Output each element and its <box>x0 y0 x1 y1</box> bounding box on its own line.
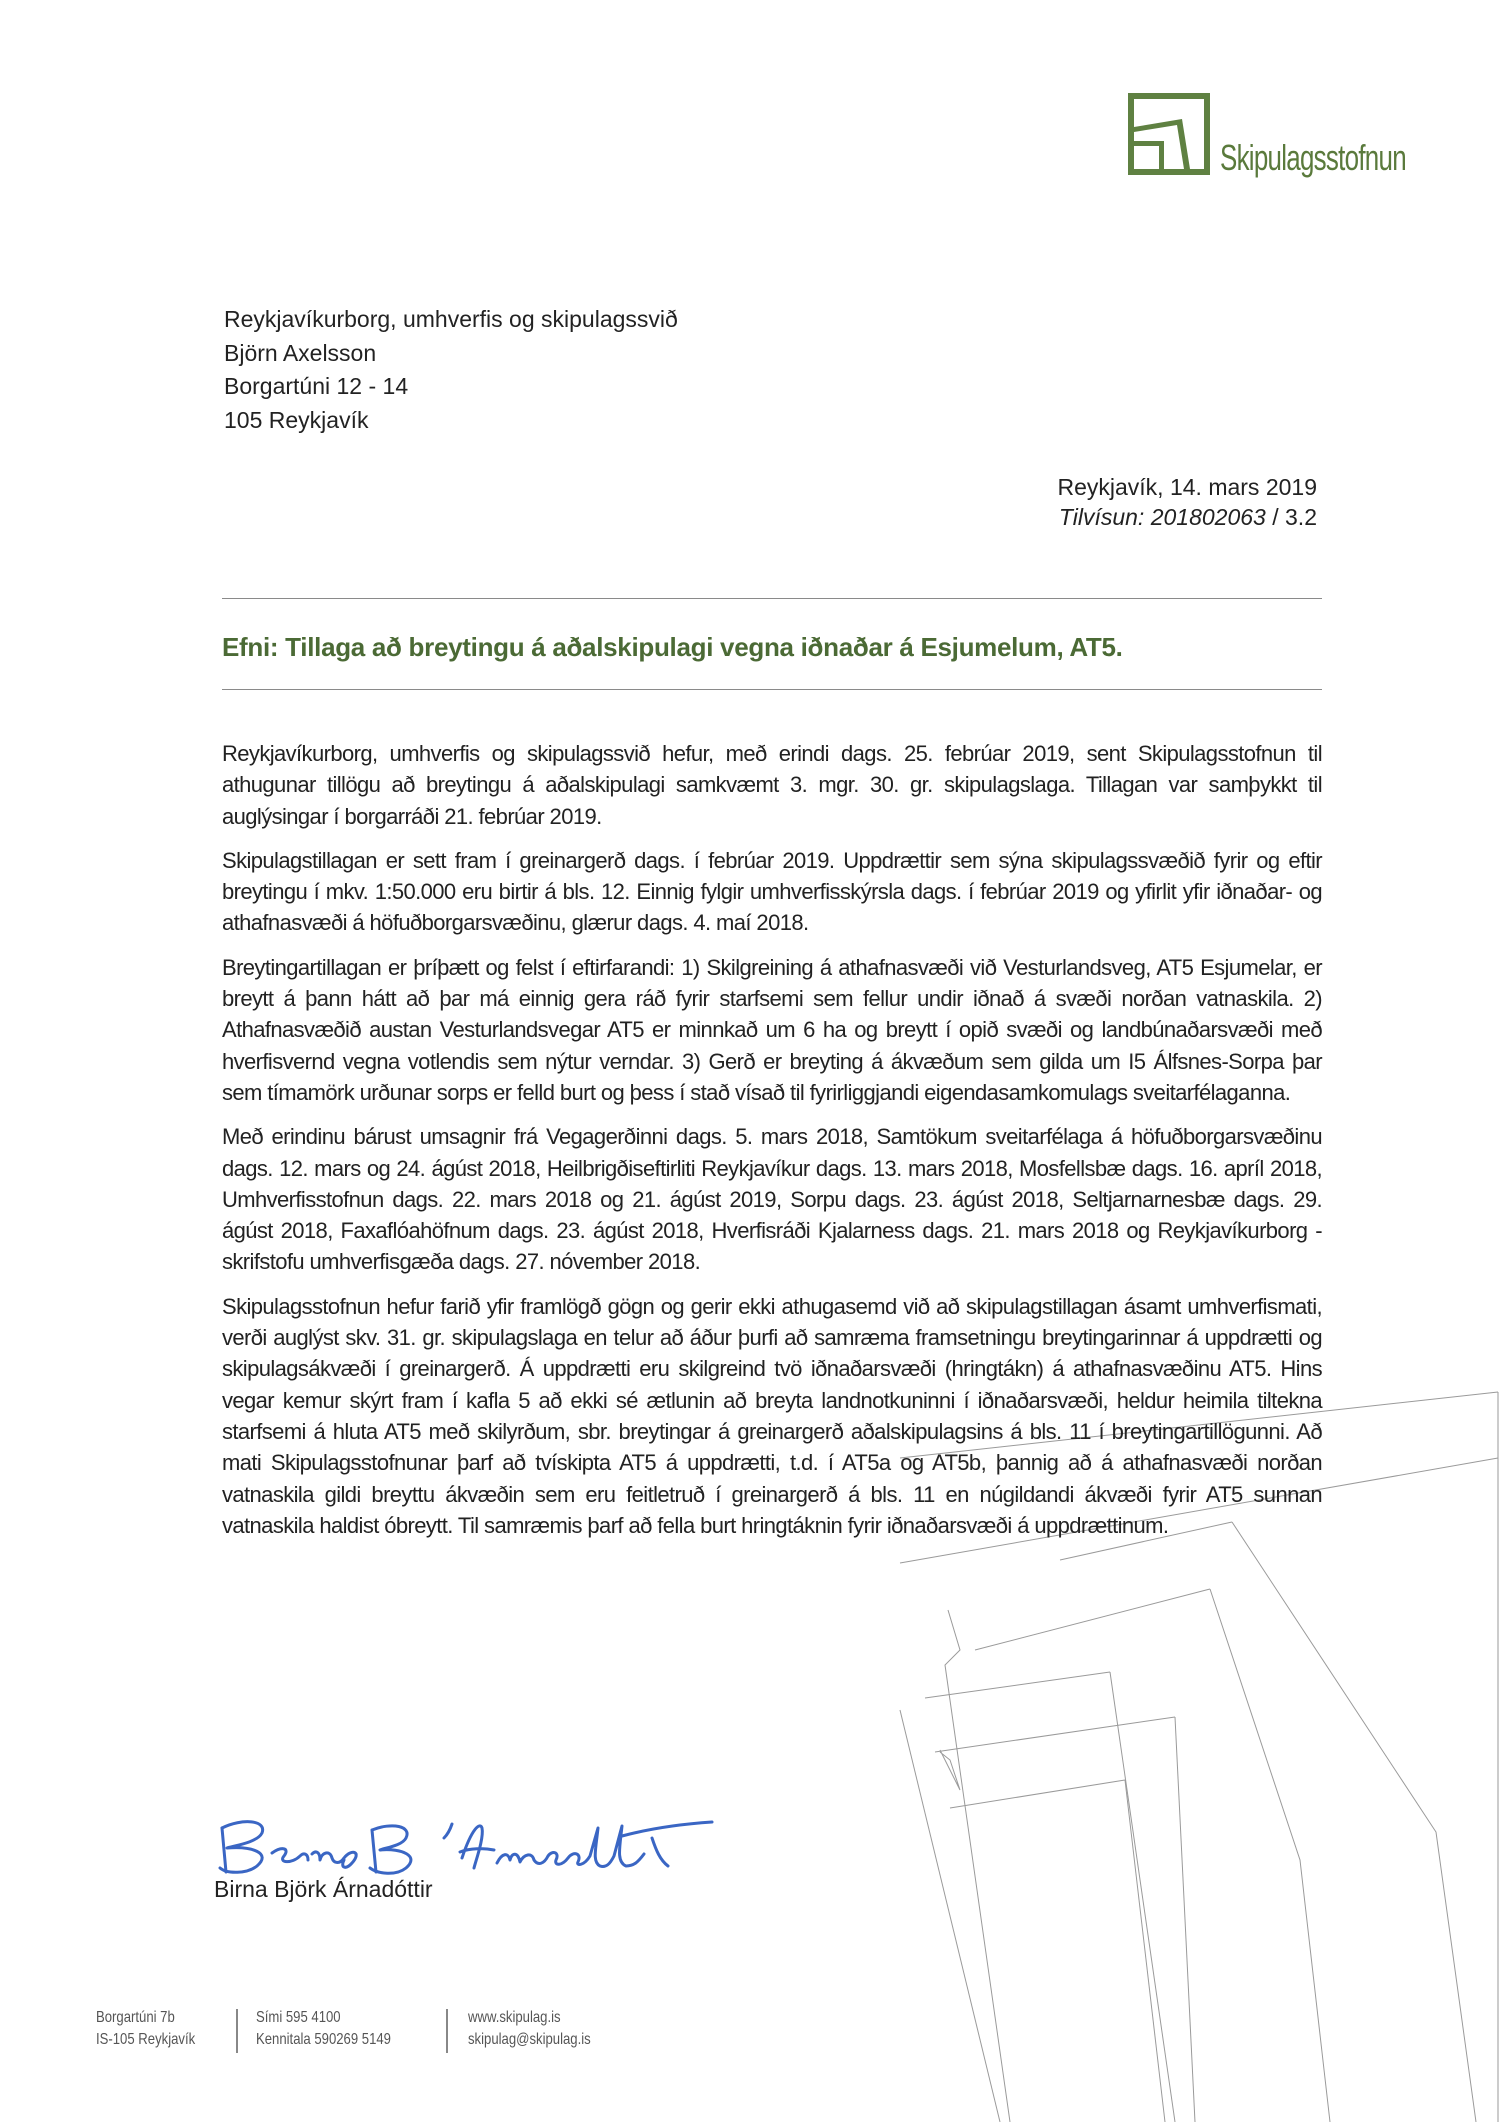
footer-phone: Sími 595 4100 <box>256 2009 341 2026</box>
recipient-line: Reykjavíkurborg, umhverfis og skipulagssvið <box>224 306 678 332</box>
footer-id-number: Kennitala 590269 5149 <box>256 2031 391 2048</box>
recipient-line: Borgartúni 12 - 14 <box>224 373 409 399</box>
footer-email-link[interactable]: skipulag@skipulag.is <box>468 2031 591 2048</box>
body-paragraph: Breytingartillagan er þríþætt og felst í eftirfarandi: 1) Skilgreining á athafnasvæði við Vesturlandsveg, AT5 Esjumelar, er breytt á þann hátt að þar má einnig gera ráð fyrir starfsemi sem fellur undir iðnað á svæði norðan vatnaskila. 2) Athafnasvæðið austan Vesturlandsvegar AT5 er minnkað um 6 ha og breytt í opið svæði og landbúnaðarsvæði með hverfisvernd vegna votlendis sem nýtur verndar. 3) Gerð er breyting á ákvæðum sem gilda um I5 Álfsnes-Sorpa þar sem tímamörk urðunar sorps er felld burt og þess í stað vísað til fyrirliggjandi eigendasamkomulags sveitarfélaganna. <box>222 954 1322 1105</box>
footer-website-link[interactable]: www.skipulag.is <box>468 2009 561 2026</box>
body-paragraph: Skipulagstillagan er sett fram í greinargerð dags. í febrúar 2019. Uppdrættir sem sýna skipulagssvæðið fyrir og eftir breytingu í mkv. 1:50.000 eru birtir á bls. 12. Einnig fylgir umhverfisskýrsla dags. í febrúar 2019 og yfirlit yfir iðnaðar- og athafnasvæði á höfuðborgarsvæðinu, glærur dags. 4. maí 2018. <box>222 847 1322 936</box>
footer-address <box>96 2007 211 2053</box>
organization-name: Skipulagsstofnun <box>1220 137 1406 178</box>
footer-address-line: IS-105 Reykjavík <box>96 2031 196 2048</box>
recipient-line: Björn Axelsson <box>224 339 377 366</box>
letter-footer <box>96 2007 658 2053</box>
recipient-address <box>224 303 678 437</box>
reference-label: Tilvísun: <box>1058 504 1145 530</box>
place-date: Reykjavík, 14. mars 2019 <box>1057 474 1317 500</box>
reference-suffix: / 3.2 <box>1272 504 1317 530</box>
subject-heading: Efni: Tillaga að breytingu á aðalskipulagi vegna iðnaðar á Esjumelum, AT5. <box>222 632 1123 662</box>
body-paragraph: Með erindinu bárust umsagnir frá Vegagerðinni dags. 5. mars 2018, Samtökum sveitarfélaga á höfuðborgarsvæðinu dags. 12. mars og 24. ágúst 2018, Heilbrigðiseftirliti Reykjavíkur dags. 13. mars 2018, Mosfellsbæ dags. 16. apríl 2018, Umhverfisstofnun dags. 22. mars 2018 og 21. ágúst 2019, Sorpu dags. 23. ágúst 2018, Seltjarnarnesbæ dags. 29. ágúst 2018, Faxaflóahöfnum dags. 23. ágúst 2018, Hverfisráði Kjalarness dags. 21. mars 2018 og Reykjavíkurborg - skrifstofu umhverfisgæða dags. 27. nóvember 2018. <box>222 1124 1322 1275</box>
body-paragraph: Skipulagsstofnun hefur farið yfir framlögð gögn og gerir ekki athugasemd við að skipulagstillagan ásamt umhverfismati, verði auglýst skv. 31. gr. skipulagslaga en telur að áður þurfi að samræma framsetningu breytingarinnar á uppdrætti og skipulagsákvæði í greinargerð. Á uppdrætti eru skilgreind tvö iðnaðarsvæði (hringtákn) á athafnasvæðinu AT5. Hins vegar kemur skýrt fram í kafla 5 að ekki sé ætlunin að breyta landnotkuninni í iðnaðarsvæði, heldur heimila tiltekna starfsemi á hluta AT5 með skilyrðum, sbr. breytingar á greinargerð aðalskipulagsins á bls. 11 í breytingartillögunni. Að mati Skipulagsstofnunar þarf að tvískipta AT5 á uppdrætti, t.d. í AT5a og AT5b, þannig að á athafnasvæði norðan vatnaskila gildi breyttu ákvæðin sem eru feitletruð í greinargerð á bls. 11 en núgildandi ákvæði fyrir AT5 sunnan vatnaskila haldist óbreytt. Til samræmis þarf að fella burt hringtáknin fyrir iðnaðarsvæði á uppdrættinum. <box>222 1293 1322 1538</box>
recipient-line: 105 Reykjavík <box>224 406 369 433</box>
footer-address-line: Borgartúni 7b <box>96 2009 175 2026</box>
footer-divider <box>446 2009 448 2053</box>
footer-web <box>468 2007 624 2053</box>
signer-name: Birna Björk Árnadóttir <box>214 1876 433 1902</box>
skipulagsstofnun-logo-icon <box>1128 93 1210 175</box>
subject-bottom-divider <box>222 689 1322 690</box>
date-reference-block <box>1057 472 1317 532</box>
reference-line <box>1057 502 1317 532</box>
reference-number: 201802063 <box>1150 504 1266 530</box>
letterhead-logo <box>1128 93 1478 178</box>
footer-divider <box>236 2009 238 2053</box>
body-paragraph: Reykjavíkurborg, umhverfis og skipulagssvið hefur, með erindi dags. 25. febrúar 2019, sent Skipulagsstofnun til athugunar tillögu að breytingu á aðalskipulagi samkvæmt 3. mgr. 30. gr. skipulagslaga. Tillagan var samþykkt til auglýsingar í borgarráði 21. febrúar 2019. <box>222 741 1322 829</box>
subject-top-divider <box>222 598 1322 599</box>
letter-body <box>222 738 1322 1554</box>
footer-contact <box>256 2007 412 2053</box>
